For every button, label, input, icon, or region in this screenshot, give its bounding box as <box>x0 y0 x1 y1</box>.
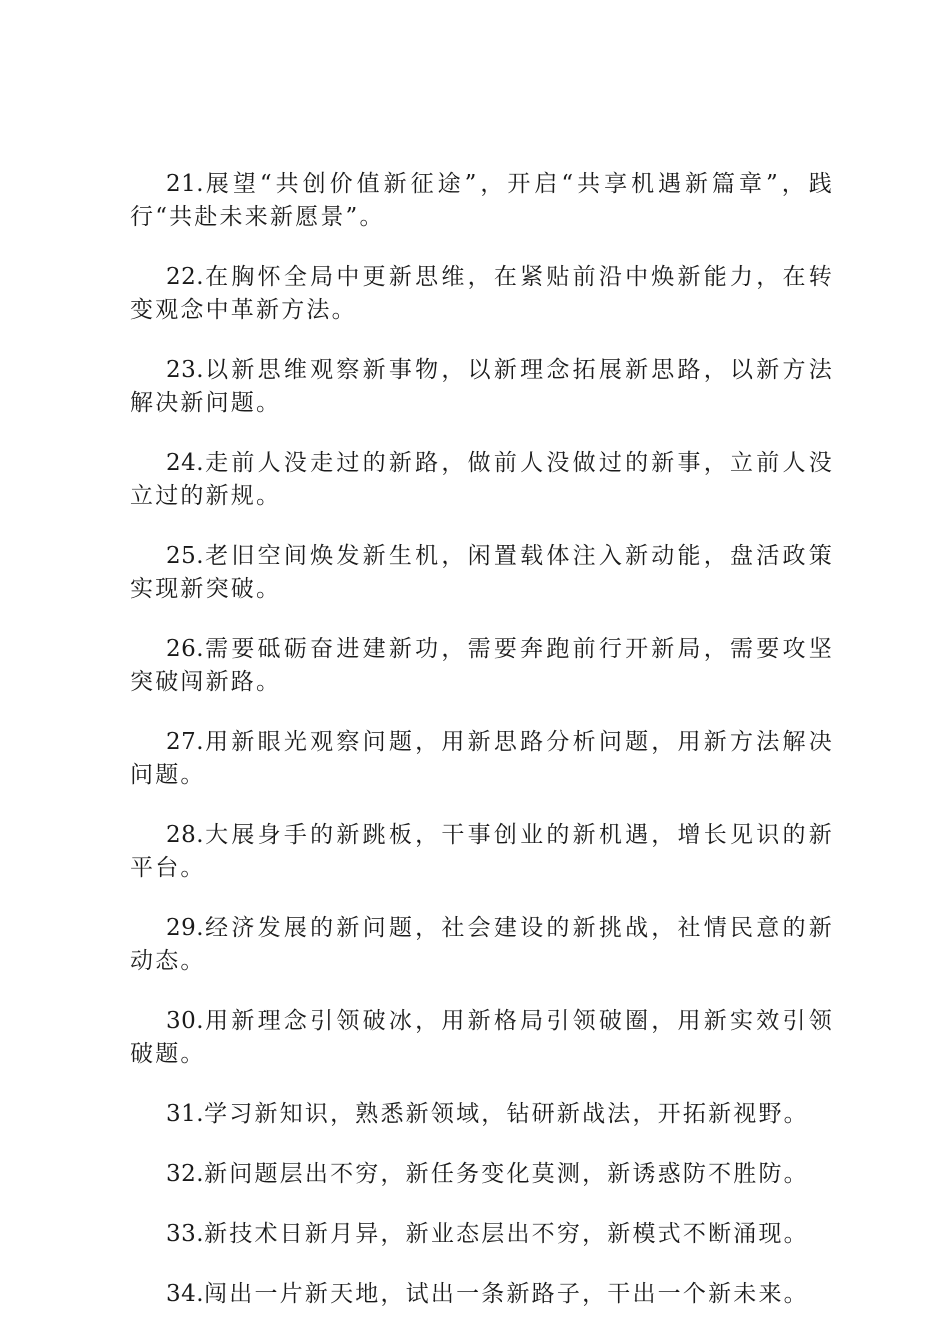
list-item-33 <box>130 1218 834 1251</box>
item-number: 27. <box>166 729 205 755</box>
list-item-22 <box>130 261 834 327</box>
item-text: 新问题层出不穷，新任务变化莫测，新诱惑防不胜防。 <box>204 1161 809 1187</box>
item-number: 24. <box>166 450 205 476</box>
list-item-30 <box>130 1005 834 1071</box>
list-item-23 <box>130 354 834 420</box>
list-item-21 <box>130 168 834 234</box>
item-number: 25. <box>166 543 205 569</box>
item-text: 用新眼光观察问题，用新思路分析问题，用新方法解决问题。 <box>130 729 834 788</box>
list-item-26 <box>130 633 834 699</box>
item-text: 闯出一片新天地，试出一条新路子，干出一个新未来。 <box>204 1281 809 1307</box>
list-item-25 <box>130 540 834 606</box>
item-number: 33. <box>166 1221 205 1247</box>
list-item-27 <box>130 726 834 792</box>
item-text: 展望“共创价值新征途”，开启“共享机遇新篇章”，践行“共赴未来新愿景”。 <box>130 171 834 230</box>
item-text: 以新思维观察新事物，以新理念拓展新思路，以新方法解决新问题。 <box>130 357 834 416</box>
item-number: 30. <box>166 1008 205 1034</box>
item-text: 需要砥砺奋进建新功，需要奔跑前行开新局，需要攻坚突破闯新路。 <box>130 636 834 695</box>
item-number: 23. <box>166 357 205 383</box>
item-number: 22. <box>166 264 205 290</box>
list-item-24 <box>130 447 834 513</box>
list-item-31 <box>130 1098 834 1131</box>
item-text: 老旧空间焕发新生机，闲置载体注入新动能，盘活政策实现新突破。 <box>130 543 834 602</box>
item-text: 新技术日新月异，新业态层出不穷，新模式不断涌现。 <box>204 1221 809 1247</box>
list-item-32 <box>130 1158 834 1191</box>
document-body <box>130 168 834 1338</box>
item-text: 大展身手的新跳板，干事创业的新机遇，增长见识的新平台。 <box>130 822 834 881</box>
item-text: 用新理念引领破冰，用新格局引领破圈，用新实效引领破题。 <box>130 1008 834 1067</box>
item-number: 26. <box>166 636 205 662</box>
item-number: 34. <box>166 1281 205 1307</box>
list-item-34 <box>130 1278 834 1311</box>
item-number: 32. <box>166 1161 205 1187</box>
item-text: 经济发展的新问题，社会建设的新挑战，社情民意的新动态。 <box>130 915 834 974</box>
item-text: 学习新知识，熟悉新领域，钻研新战法，开拓新视野。 <box>204 1101 809 1127</box>
item-number: 31. <box>166 1101 205 1127</box>
list-item-28 <box>130 819 834 885</box>
item-text: 走前人没走过的新路，做前人没做过的新事，立前人没立过的新规。 <box>130 450 834 509</box>
item-number: 29. <box>166 915 205 941</box>
item-text: 在胸怀全局中更新思维，在紧贴前沿中焕新能力，在转变观念中革新方法。 <box>130 264 834 323</box>
list-item-29 <box>130 912 834 978</box>
item-number: 21. <box>166 171 205 197</box>
item-number: 28. <box>166 822 205 848</box>
